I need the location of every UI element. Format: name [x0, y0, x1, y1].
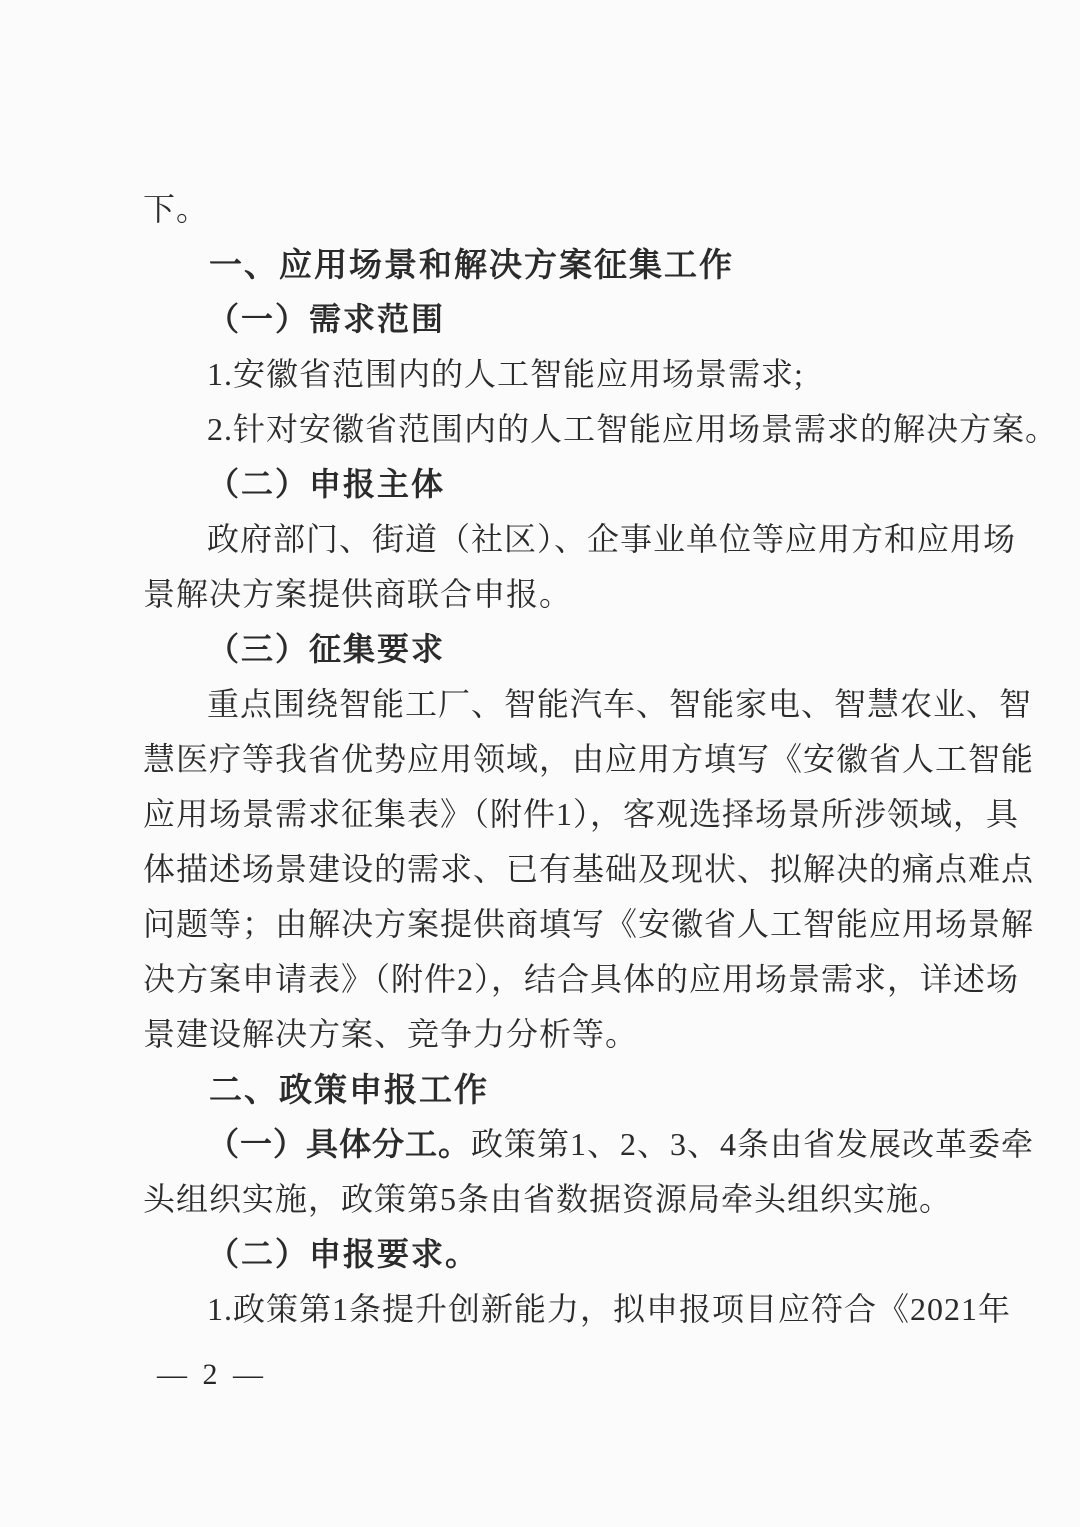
document-line [143, 1062, 943, 1117]
document-line [143, 622, 943, 677]
line-text: 景解决方案提供商联合申报。 [143, 576, 573, 612]
line-text: 1.政策第1条提升创新能力，拟申报项目应符合《2021年 [207, 1291, 1012, 1327]
page-number: — 2 — [157, 1358, 267, 1391]
line-text: （一）需求范围 [207, 301, 446, 337]
document-body [143, 182, 1059, 1337]
line-text: 问题等；由解决方案提供商填写《安徽省人工智能应用场景解 [143, 906, 1035, 942]
line-text: 景建设解决方案、竞争力分析等。 [143, 1016, 639, 1052]
line-text: 政府部门、街道（社区）、企事业单位等应用方和应用场 [207, 521, 1017, 557]
document-line [143, 732, 1035, 787]
document-line [143, 677, 1033, 732]
document-line [143, 402, 1059, 457]
document-line [143, 1282, 1012, 1337]
line-text: （二）申报主体 [207, 466, 446, 502]
line-text: （二）申报要求。 [207, 1236, 480, 1272]
line-text: 应用场景需求征集表》（附件1），客观选择场景所涉领域，具 [143, 796, 1020, 832]
line-text: 决方案申请表》（附件2），结合具体的应用场景需求，详述场 [143, 961, 1020, 997]
document-line [143, 1172, 953, 1227]
line-text: 二、政策申报工作 [209, 1071, 489, 1108]
line-bold-prefix: （一）具体分工。 [207, 1126, 472, 1162]
document-line [143, 1227, 943, 1282]
document-line [143, 842, 1035, 897]
line-text: 体描述场景建设的需求、已有基础及现状、拟解决的痛点难点 [143, 851, 1035, 887]
document-line [143, 1007, 943, 1062]
line-text: 头组织实施，政策第5条由省数据资源局牵头组织实施。 [143, 1181, 953, 1217]
line-text: 慧医疗等我省优势应用领域，由应用方填写《安徽省人工智能 [143, 741, 1035, 777]
document-line [143, 1117, 1035, 1172]
line-text: 2.针对安徽省范围内的人工智能应用场景需求的解决方案。 [207, 411, 1059, 447]
document-line [143, 347, 943, 402]
line-text: 下。 [143, 191, 210, 227]
document-line [143, 952, 1020, 1007]
document-line [143, 567, 943, 622]
line-text: 1.安徽省范围内的人工智能应用场景需求; [207, 356, 804, 392]
line-text: 一、应用场景和解决方案征集工作 [209, 246, 734, 283]
line-text: 重点围绕智能工厂、智能汽车、智能家电、智慧农业、智 [207, 686, 1033, 722]
line-text: 政策第1、2、3、4条由省发展改革委牵 [471, 1126, 1035, 1162]
document-line [143, 182, 943, 237]
document-line [143, 457, 943, 512]
document-line [143, 292, 943, 347]
document-line [143, 897, 1035, 952]
document-line [143, 787, 1020, 842]
document-line [143, 512, 1017, 567]
line-text: （三）征集要求 [207, 631, 446, 667]
document-line [143, 237, 943, 292]
